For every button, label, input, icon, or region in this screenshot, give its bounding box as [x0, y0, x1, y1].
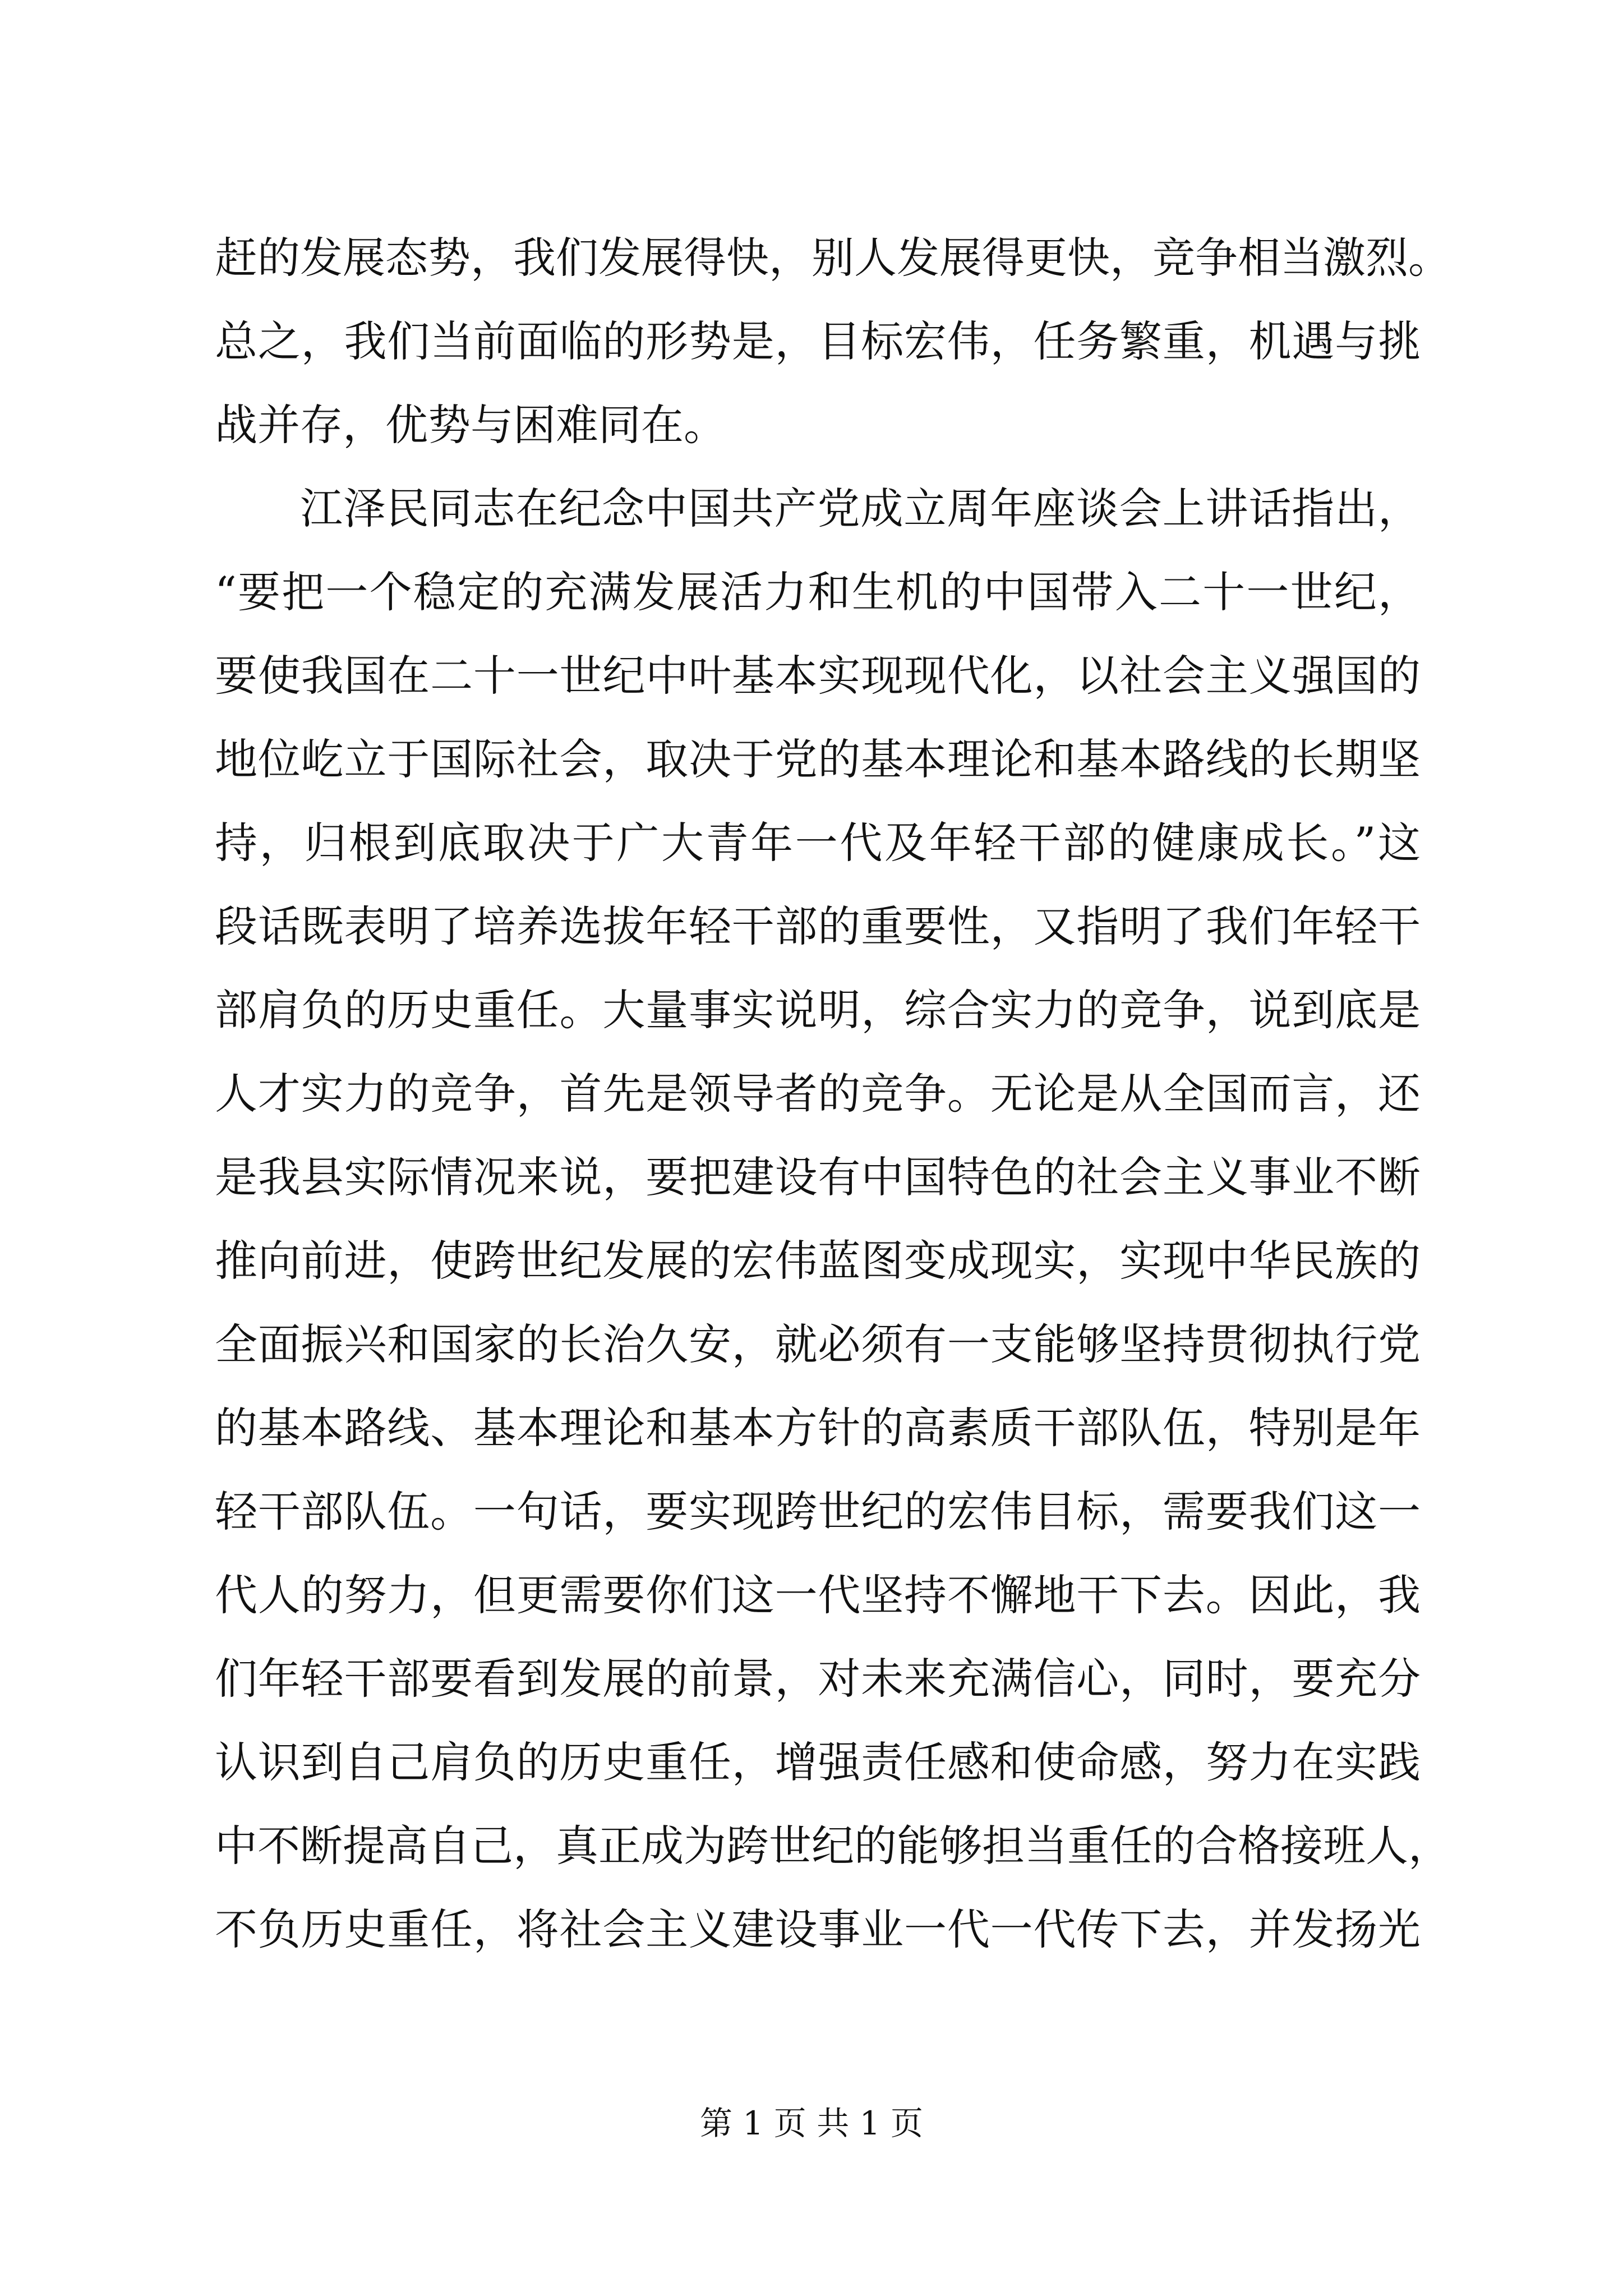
- text-line: 赶的发展态势，我们发展得快，别人发展得更快，竞争相当激烈。: [215, 233, 1451, 283]
- text-line: 战并存，优势与困难同在。: [215, 400, 726, 450]
- text-line: 轻干部队伍。一句话，要实现跨世纪的宏伟目标，需要我们这一: [215, 1487, 1421, 1536]
- text-line: “要把一个稳定的充满发展活力和生机的中国带入二十一世纪，: [215, 567, 1421, 617]
- text-line: 段话既表明了培养选拔年轻干部的重要性，又指明了我们年轻干: [215, 901, 1421, 951]
- text-line: 总之，我们当前面临的形势是，目标宏伟，任务繁重，机遇与挑: [215, 316, 1421, 366]
- text-line: 认识到自己肩负的历史重任，增强责任感和使命感，努力在实践: [215, 1737, 1421, 1787]
- text-line: 江泽民同志在纪念中国共产党成立周年座谈会上讲话指出，: [300, 484, 1421, 533]
- text-line: 是我县实际情况来说，要把建设有中国特色的社会主义事业不断: [215, 1152, 1421, 1202]
- text-line: 部肩负的历史重任。大量事实说明，综合实力的竞争，说到底是: [215, 985, 1421, 1035]
- text-line: 的基本路线、基本理论和基本方针的高素质干部队伍，特别是年: [215, 1403, 1421, 1453]
- text-line: 持，归根到底取决于广大青年一代及年轻干部的健康成长。”这: [215, 818, 1421, 868]
- body-text: [215, 216, 1451, 1971]
- text-line: 要使我国在二十一世纪中叶基本实现现代化，以社会主义强国的: [215, 651, 1421, 701]
- text-line: 地位屹立于国际社会，取决于党的基本理论和基本路线的长期坚: [215, 734, 1421, 784]
- text-line: 不负历史重任，将社会主义建设事业一代一代传下去，并发扬光: [215, 1904, 1421, 1954]
- text-line: 们年轻干部要看到发展的前景，对未来充满信心，同时，要充分: [215, 1654, 1421, 1704]
- text-line: 中不断提高自己，真正成为跨世纪的能够担当重任的合格接班人，: [215, 1821, 1451, 1871]
- text-line: 全面振兴和国家的长治久安，就必须有一支能够坚持贯彻执行党: [215, 1319, 1421, 1369]
- page-number-footer: 第 1 页 共 1 页: [700, 2104, 923, 2142]
- text-line: 人才实力的竞争，首先是领导者的竞争。无论是从全国而言，还: [215, 1069, 1421, 1119]
- text-line: 代人的努力，但更需要你们这一代坚持不懈地干下去。因此，我: [215, 1570, 1421, 1620]
- text-line: 推向前进，使跨世纪发展的宏伟蓝图变成现实，实现中华民族的: [215, 1236, 1421, 1286]
